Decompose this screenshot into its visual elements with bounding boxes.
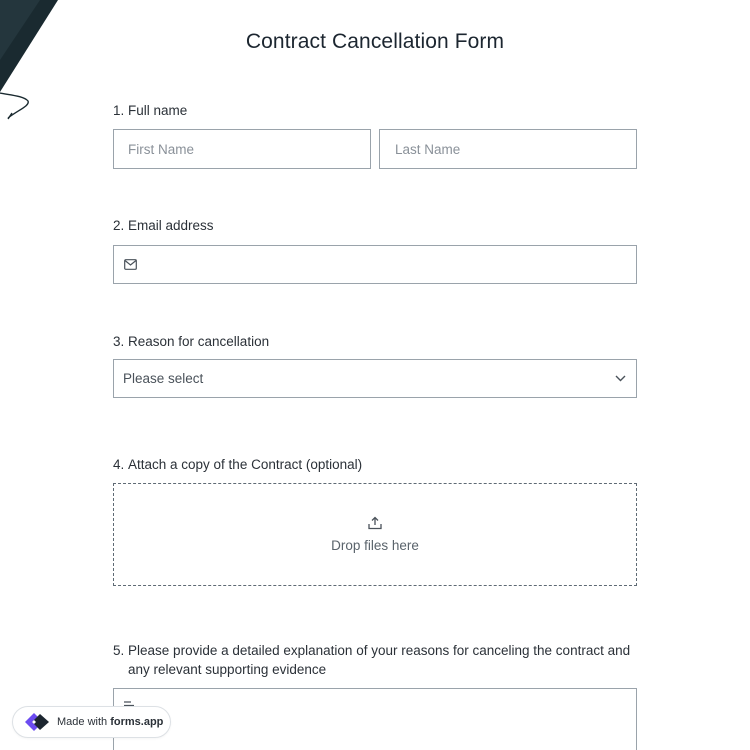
form-title: Contract Cancellation Form [245, 30, 505, 53]
badge-text [57, 716, 163, 728]
question-label: Attach a copy of the Contract (optional) [128, 457, 363, 472]
question-explanation [113, 641, 643, 679]
first-name-input[interactable] [113, 129, 371, 169]
last-name-placeholder: Last Name [395, 141, 461, 157]
question-label: Please provide a detailed explanation of your reasons for canceling the contract and any relevant supporting evidence [128, 643, 631, 677]
badge-prefix: Made with [57, 716, 108, 728]
file-dropzone[interactable] [113, 483, 637, 586]
question-label: Email address [128, 218, 214, 233]
question-label: Full name [128, 103, 188, 118]
question-label: Reason for cancellation [128, 334, 270, 349]
reason-select[interactable] [113, 359, 637, 398]
question-reason [113, 332, 269, 351]
question-full-name [113, 101, 187, 120]
explanation-textarea[interactable] [113, 688, 637, 750]
made-with-badge[interactable] [12, 706, 171, 738]
reason-selected-value: Please select [123, 371, 204, 386]
last-name-input[interactable] [379, 129, 637, 169]
question-number: 2. [113, 218, 125, 233]
question-number: 3. [113, 334, 125, 349]
first-name-placeholder: First Name [128, 141, 195, 157]
chevron-down-icon [615, 375, 626, 382]
email-input[interactable] [113, 245, 637, 284]
dropzone-text: Drop files here [331, 538, 419, 553]
question-attachment [113, 455, 362, 474]
forms-app-logo-icon [21, 711, 51, 733]
mail-icon [124, 259, 137, 270]
question-number: 5. [113, 643, 125, 658]
upload-icon [368, 516, 382, 530]
badge-brand: forms.app [110, 716, 164, 728]
corner-decoration [0, 0, 60, 125]
question-email [113, 216, 214, 235]
question-number: 4. [113, 457, 125, 472]
question-number: 1. [113, 103, 125, 118]
